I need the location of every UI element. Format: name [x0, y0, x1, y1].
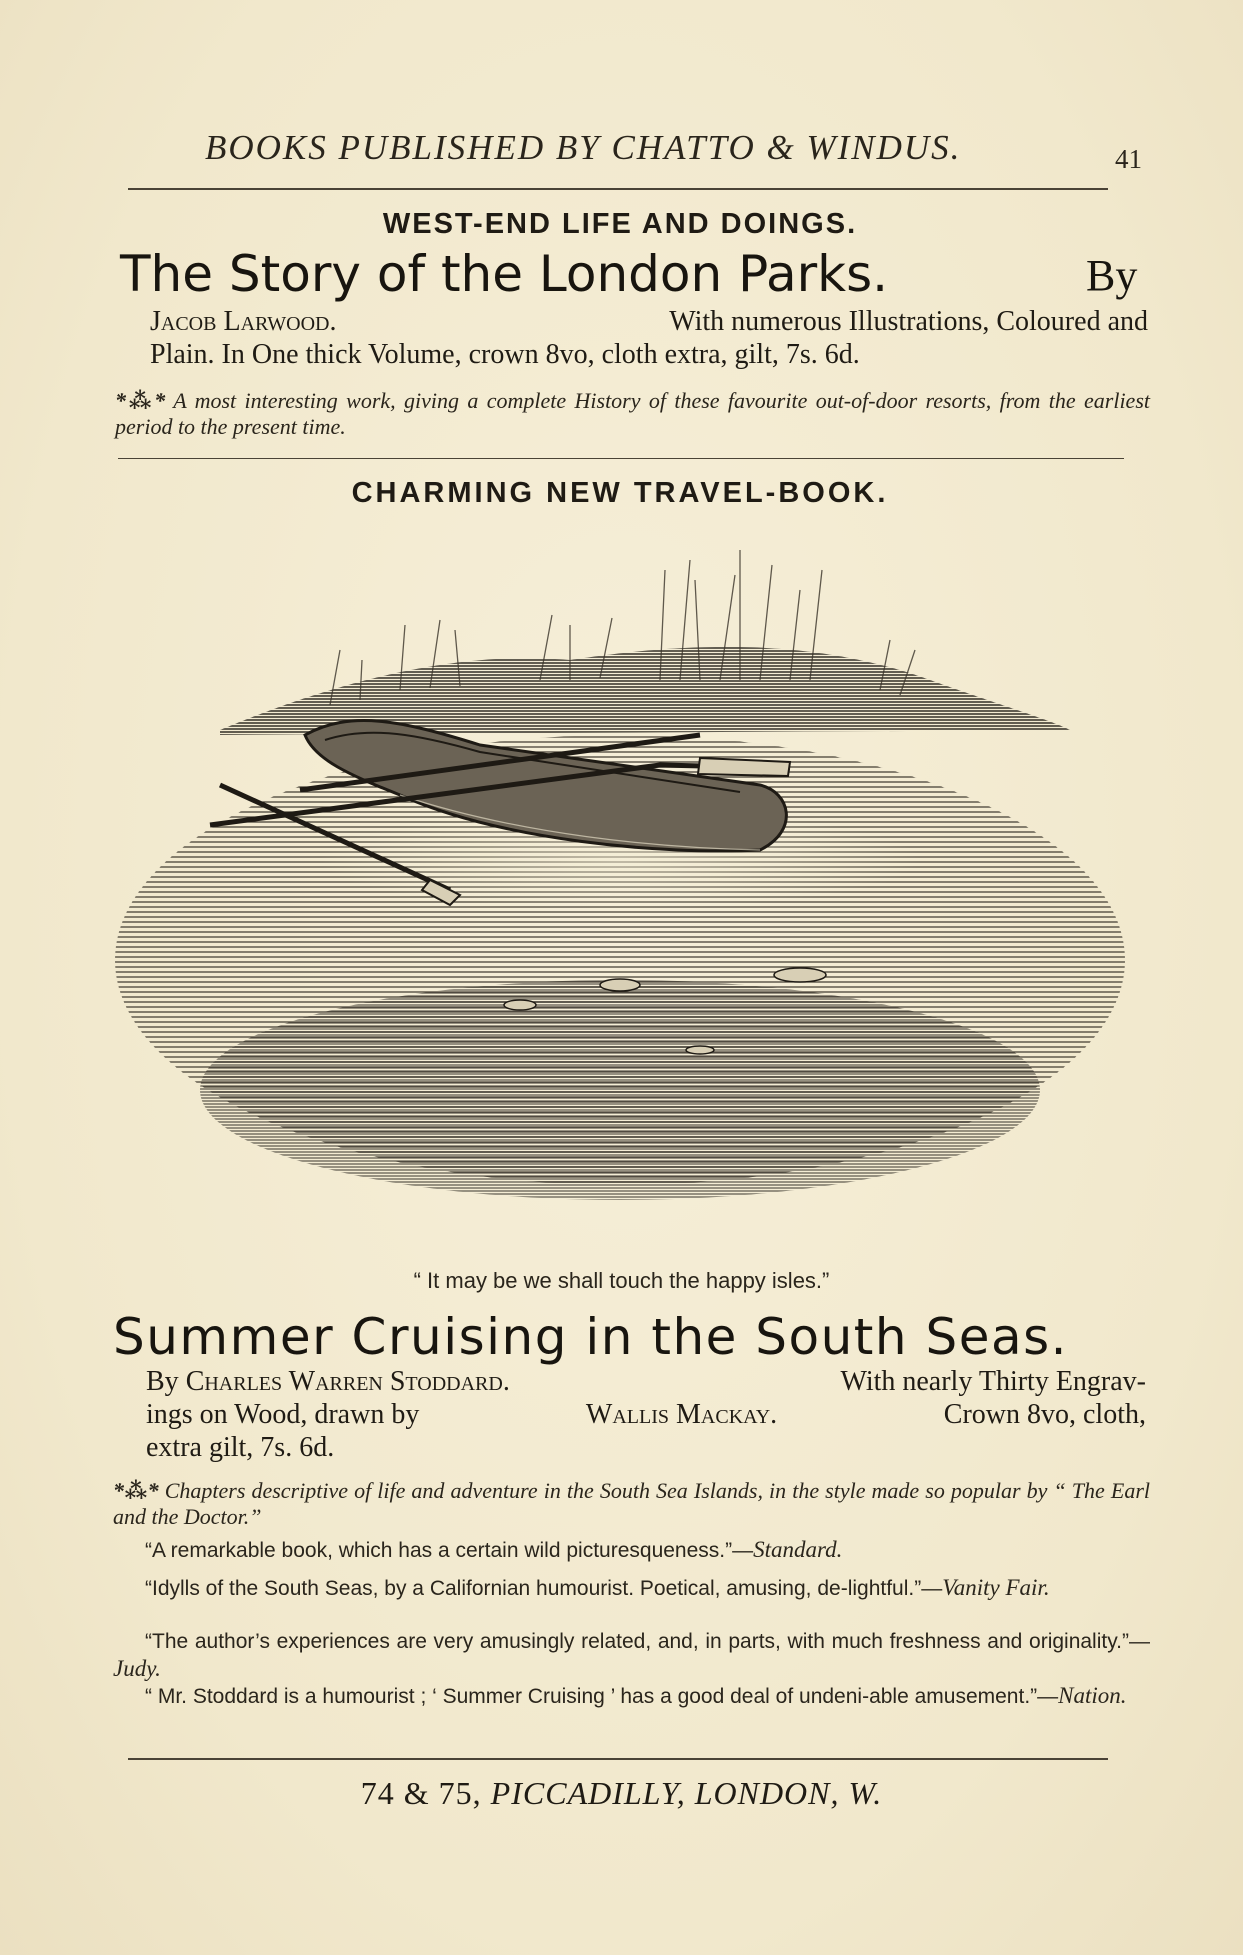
boat-engraving-illustration	[100, 530, 1150, 1260]
book-title-london-parks	[120, 245, 888, 303]
publisher-note-london-parks	[115, 388, 1150, 440]
review-source: Judy.	[113, 1656, 161, 1681]
book-description-london-parks	[150, 305, 1148, 371]
page-number: 41	[1115, 144, 1142, 174]
book-title-text: Summer Cruising in the South Seas.	[113, 1308, 1069, 1366]
book-description-summer-cruising	[146, 1365, 1146, 1464]
description-line-3: extra gilt, 7s. 6d.	[146, 1432, 335, 1463]
book-title-text: The Story of the London Parks.	[120, 245, 889, 303]
by-label: By	[146, 1366, 179, 1397]
review-source: Vanity Fair.	[942, 1575, 1050, 1600]
illustrator-name: Wallis Mackay.	[585, 1399, 778, 1430]
note-text-b: “ The Earl and the Doctor.”	[113, 1478, 1150, 1529]
illustration-caption: “ It may be we shall touch the happy isles.”	[413, 1268, 830, 1293]
header-rule	[128, 188, 1108, 190]
description-line-1: With nearly Thirty Engrav-	[840, 1366, 1146, 1397]
review-vanity-fair	[113, 1574, 1150, 1602]
address-numbers: 74 & 75,	[360, 1775, 482, 1811]
author-name: Charles Warren Stoddard.	[185, 1366, 510, 1397]
footer-rule	[128, 1758, 1108, 1760]
running-header	[150, 128, 1150, 178]
review-text: “A remarkable book, which has a certain wild picturesqueness.”—	[145, 1539, 754, 1562]
review-source: Standard.	[753, 1537, 843, 1562]
review-judy	[113, 1628, 1150, 1683]
section-heading-travel-book: CHARMING NEW TRAVEL-BOOK.	[351, 477, 889, 509]
section-heading-west-end: WEST-END LIFE AND DOINGS.	[382, 208, 858, 240]
publisher-note-summer-cruising	[113, 1478, 1150, 1530]
review-text: “Idylls of the South Seas, by a Californian humourist. Poetical, amusing, de-lightful.”—	[145, 1577, 943, 1600]
description-line-2-pre: ings on Wood, drawn by	[146, 1399, 420, 1430]
note-mark: *⁂*	[115, 388, 166, 413]
publisher-address-footer	[0, 1775, 1243, 1812]
note-text-a: Chapters descriptive of life and adventure in the South Sea Islands, in the style made so popular by	[164, 1478, 1048, 1503]
section-divider	[118, 458, 1124, 459]
by-label: By	[1086, 251, 1138, 300]
description-line-2: Plain. In One thick Volume, crown 8vo, cloth extra, gilt, 7s. 6d.	[150, 339, 860, 370]
description-line-1: With numerous Illustrations, Coloured and	[669, 306, 1148, 337]
review-text: “ Mr. Stoddard is a humourist ; ‘ Summer Cruising ’ has a good deal of undeni-able amusement.”—	[145, 1685, 1059, 1708]
address-street: PICCADILLY, LONDON, W.	[490, 1775, 883, 1811]
running-title: BOOKS PUBLISHED BY CHATTO & WINDUS.	[205, 128, 962, 167]
note-mark: *⁂*	[113, 1478, 159, 1503]
review-source: Nation.	[1058, 1683, 1127, 1708]
review-standard	[113, 1536, 1150, 1564]
review-nation	[113, 1682, 1150, 1710]
description-line-2-post: Crown 8vo, cloth,	[943, 1399, 1146, 1430]
book-title-summer-cruising	[113, 1308, 1068, 1366]
book-title-by	[1086, 250, 1137, 301]
author-name: Jacob Larwood.	[150, 306, 337, 337]
note-text: A most interesting work, giving a complete History of these favourite out-of-door resorts, from the earliest period to the present time.	[115, 388, 1150, 439]
review-text: “The author’s experiences are very amusingly related, and, in parts, with much freshness and originality.”—	[145, 1630, 1150, 1653]
